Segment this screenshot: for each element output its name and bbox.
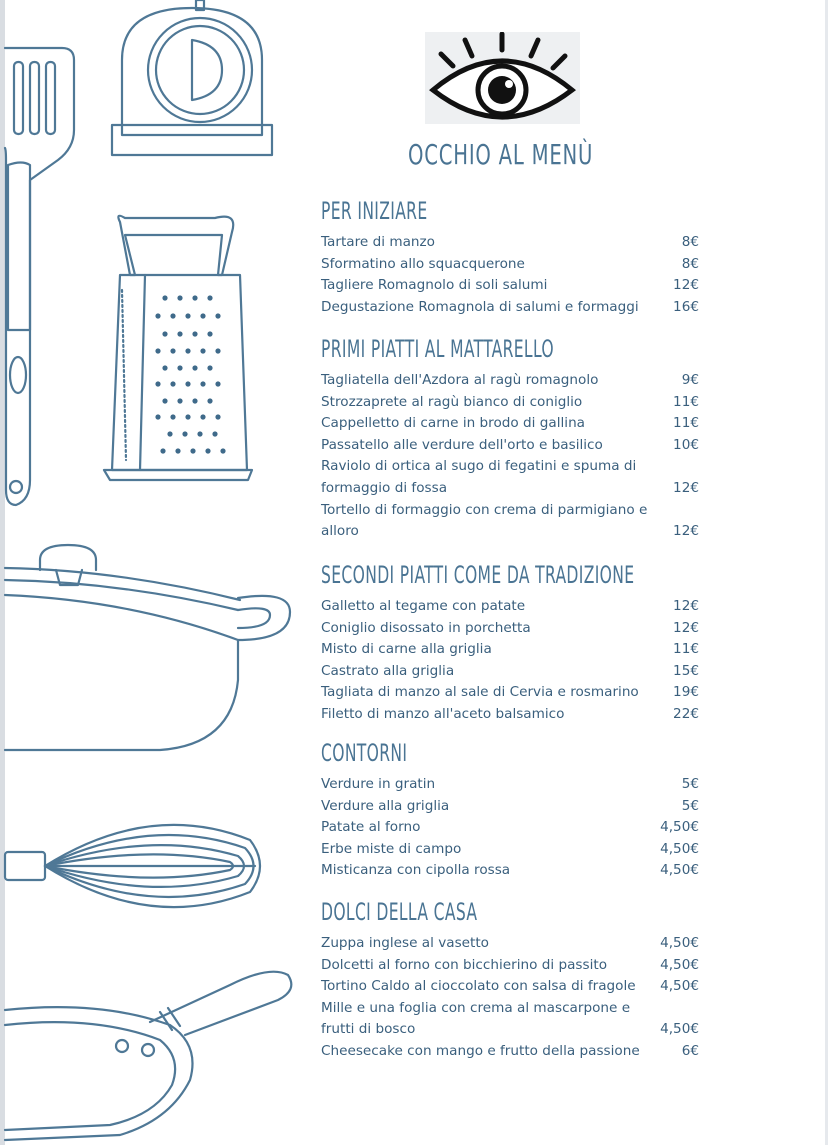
menu-item: Tortino Caldo al cioccolato con salsa di fragole 4,50€ <box>321 976 701 998</box>
price: 12€ <box>673 277 699 294</box>
price: 12€ <box>673 619 699 636</box>
cooking-pot-icon <box>5 545 290 750</box>
price: 4,50€ <box>660 978 699 995</box>
menu-item: Degustazione Romagnola di salumi e formaggi 16€ <box>321 297 701 319</box>
price: 11€ <box>673 415 699 432</box>
menu-item: Sformatino allo squacquerone 8€ <box>321 254 701 276</box>
price: 12€ <box>673 479 699 496</box>
section-title: PER INIZIARE <box>321 197 428 225</box>
price: 5€ <box>681 797 699 814</box>
menu-item: Filetto di manzo all'aceto balsamico 22€ <box>321 704 701 726</box>
menu-item: Cheesecake con mango e frutto della passione 6€ <box>321 1041 701 1063</box>
menu-item: Cappelletto di carne in brodo di gallina 11€ <box>321 413 701 435</box>
menu-item: Erbe miste di campo 4,50€ <box>321 839 701 861</box>
menu-item: Tartare di manzo 8€ <box>321 232 701 254</box>
frying-pan-icon <box>5 972 291 1140</box>
menu-item: Mille e una foglia con crema al mascarpone e frutti di bosco 4,50€ <box>321 998 701 1041</box>
menu-item: Passatello alle verdure dell'orto e basilico 10€ <box>321 435 701 457</box>
price: 5€ <box>681 776 699 792</box>
section-title: DOLCI DELLA CASA <box>321 898 478 926</box>
section-title: CONTORNI <box>321 739 408 767</box>
eye-icon <box>425 32 580 124</box>
menu-item: Misticanza con cipolla rossa 4,50€ <box>321 860 701 882</box>
menu-item: Verdure alla griglia 5€ <box>321 796 701 818</box>
section-title: PRIMI PIATTI AL MATTARELLO <box>321 335 554 363</box>
section-secondi-piatti <box>321 560 701 726</box>
section-title: SECONDI PIATTI COME DA TRADIZIONE <box>321 561 635 589</box>
menu-item: Raviolo di ortica al sugo di fegatini e spuma di formaggio di fossa 12€ <box>321 456 701 499</box>
menu-item: Dolcetti al forno con bicchierino di passito 4,50€ <box>321 955 701 977</box>
menu-item: Misto di carne alla griglia 11€ <box>321 639 701 661</box>
menu-item: Tagliere Romagnolo di soli salumi 12€ <box>321 275 701 297</box>
section-primi-piatti <box>321 334 701 543</box>
price: 4,50€ <box>660 840 699 857</box>
price: 22€ <box>673 705 699 722</box>
section-dolci <box>321 897 701 1063</box>
menu-item: Castrato alla griglia 15€ <box>321 661 701 683</box>
price: 11€ <box>673 641 699 658</box>
price: 4,50€ <box>660 956 699 973</box>
kitchen-illustrations <box>0 0 300 1145</box>
menu-item: Galletto al tegame con patate 12€ <box>321 596 701 618</box>
price: 8€ <box>681 255 699 272</box>
grater-holes <box>155 295 225 453</box>
price: 11€ <box>673 393 699 410</box>
page-title: OCCHIO AL MENÙ <box>408 138 594 171</box>
price: 19€ <box>673 684 699 701</box>
menu-item: Patate al forno 4,50€ <box>321 817 701 839</box>
price: 10€ <box>673 436 699 453</box>
menu-item: Tagliata di manzo al sale di Cervia e rosmarino 19€ <box>321 682 701 704</box>
cheese-grater-icon <box>104 216 252 480</box>
menu-item: Coniglio disossato in porchetta 12€ <box>321 618 701 640</box>
spatula-icon <box>5 48 74 505</box>
menu-item: Tagliatella dell'Azdora al ragù romagnolo 9€ <box>321 370 701 392</box>
price: 6€ <box>681 1042 699 1059</box>
menu-item: Tortello di formaggio con crema di parmigiano e alloro 12€ <box>321 500 701 543</box>
price: 4,50€ <box>660 935 699 951</box>
price: 4,50€ <box>660 819 699 836</box>
price: 12€ <box>673 598 699 614</box>
price: 4,50€ <box>660 862 699 879</box>
menu-item: Zuppa inglese al vasetto 4,50€ <box>321 933 701 955</box>
menu-item: Verdure in gratin 5€ <box>321 774 701 796</box>
section-contorni <box>321 738 701 882</box>
price: 16€ <box>673 298 699 315</box>
price: 15€ <box>673 662 699 679</box>
whisk-icon <box>5 825 260 907</box>
price: 8€ <box>681 234 699 250</box>
kitchen-timer-icon <box>112 0 272 155</box>
menu-item: Strozzaprete al ragù bianco di coniglio 11€ <box>321 392 701 414</box>
price: 9€ <box>681 372 699 388</box>
section-per-iniziare <box>321 196 701 318</box>
price: 4,50€ <box>660 1021 699 1038</box>
eye-logo <box>425 32 580 124</box>
price: 12€ <box>673 523 699 540</box>
